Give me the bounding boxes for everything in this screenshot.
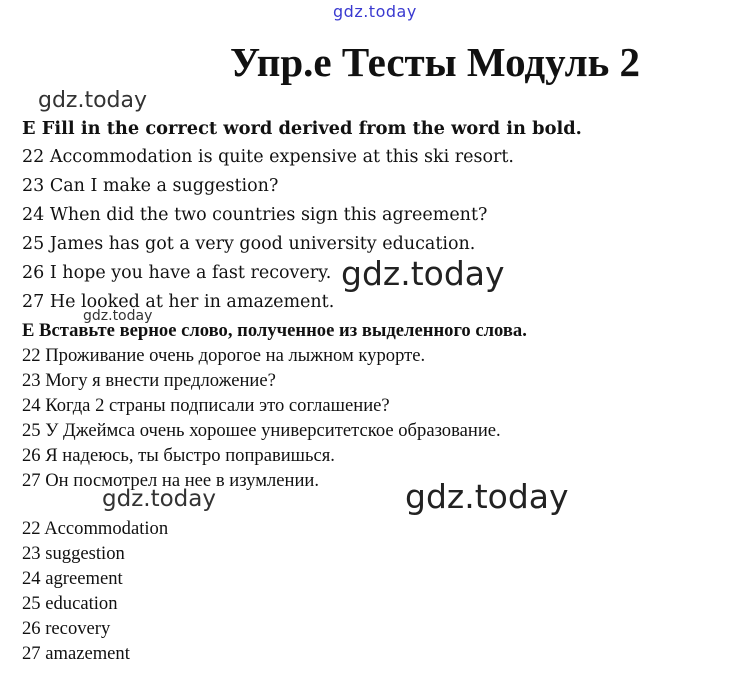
russian-sentence: 25 У Джеймса очень хорошее университетское образование. [22, 420, 501, 441]
english-sentence: 23 Can I make a suggestion? [22, 176, 279, 196]
russian-sentence: 23 Могу я внести предложение? [22, 370, 276, 391]
watermark: gdz.today [83, 308, 153, 324]
watermark: gdz.today [405, 477, 569, 516]
russian-exercise [22, 318, 527, 493]
english-heading: E Fill in the correct word derived from the word in bold. [22, 118, 582, 139]
english-sentence: 27 He looked at her in amazement. [22, 292, 335, 312]
english-sentence: 25 James has got a very good university education. [22, 234, 476, 254]
answer-list [22, 516, 168, 666]
russian-sentence: 22 Проживание очень дорогое на лыжном курорте. [22, 345, 426, 366]
watermark-top: gdz.today [333, 2, 417, 21]
answer-item: 22 Accommodation [22, 518, 169, 539]
english-sentence: 26 I hope you have a fast recovery. [22, 263, 332, 283]
page-title: Упр.е Тесты Модуль 2 [230, 39, 641, 85]
russian-sentence: 24 Когда 2 страны подписали это соглашение? [22, 395, 390, 416]
watermark: gdz.today [38, 88, 148, 113]
answer-item: 26 recovery [22, 618, 111, 639]
answer-item: 27 amazement [22, 643, 130, 664]
english-sentence: 22 Accommodation is quite expensive at this ski resort. [22, 147, 514, 167]
answer-item: 25 education [22, 593, 118, 614]
answer-item: 23 suggestion [22, 543, 125, 564]
russian-heading: Е Вставьте верное слово, полученное из выделенного слова. [22, 320, 527, 341]
watermark: gdz.today [102, 486, 216, 512]
watermark: gdz.today [341, 254, 505, 293]
russian-sentence: 26 Я надеюсь, ты быстро поправишься. [22, 445, 335, 466]
english-sentence: 24 When did the two countries sign this agreement? [22, 205, 488, 225]
russian-sentence: 27 Он посмотрел на нее в изумлении. [22, 470, 320, 491]
answer-item: 24 agreement [22, 568, 123, 589]
